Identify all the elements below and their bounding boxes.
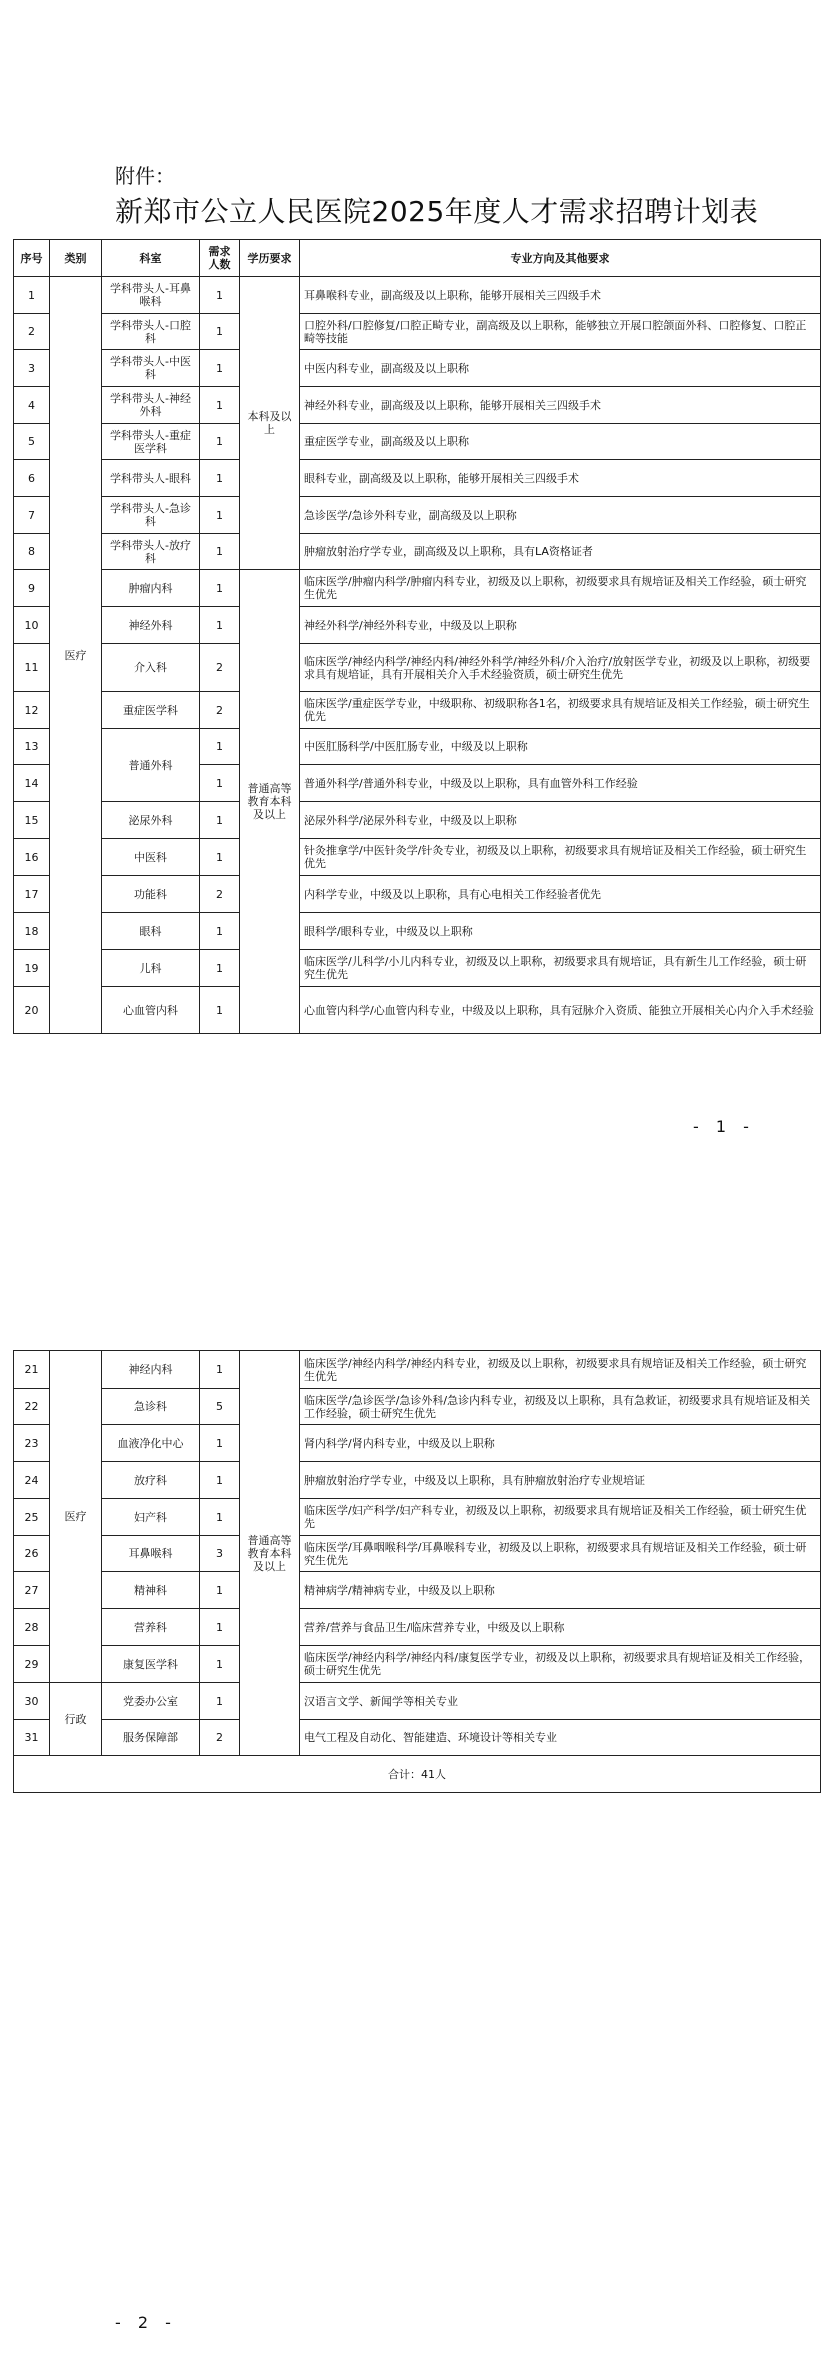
headcount-cell: 1: [200, 387, 240, 424]
requirements-cell: 肾内科学/肾内科专业，中级及以上职称: [300, 1425, 821, 1462]
row-number: 7: [14, 497, 50, 534]
requirements-cell: 肿瘤放射治疗学专业，中级及以上职称，具有肿瘤放射治疗专业规培证: [300, 1462, 821, 1499]
row-number: 24: [14, 1462, 50, 1499]
attachment-label: 附件：: [115, 164, 175, 188]
category-cell: 行政: [50, 1683, 102, 1756]
department-cell: 心血管内科: [102, 987, 200, 1034]
table-row: [14, 497, 821, 534]
headcount-cell: 1: [200, 950, 240, 987]
department-cell: 精神科: [102, 1572, 200, 1609]
row-number: 15: [14, 802, 50, 839]
recruitment-table-page-1: [13, 239, 821, 1034]
row-number: 17: [14, 876, 50, 913]
headcount-cell: 1: [200, 1425, 240, 1462]
requirements-cell: 临床医学/耳鼻咽喉科学/耳鼻喉科专业，初级及以上职称，初级要求具有规培证及相关工作经验，硕士研究生优先: [300, 1536, 821, 1572]
table-row: [14, 1425, 821, 1462]
row-number: 16: [14, 839, 50, 876]
department-cell: 学科带头人-中医科: [102, 350, 200, 387]
row-number: 1: [14, 277, 50, 314]
education-cell: 普通高等教育本科及以上: [240, 570, 300, 1034]
department-cell: 神经外科: [102, 607, 200, 644]
headcount-cell: 3: [200, 1536, 240, 1572]
requirements-cell: 眼科学/眼科专业，中级及以上职称: [300, 913, 821, 950]
requirements-cell: 心血管内科学/心血管内科专业，中级及以上职称，具有冠脉介入资质、能独立开展相关心内介入手术经验: [300, 987, 821, 1034]
row-number: 23: [14, 1425, 50, 1462]
row-number: 22: [14, 1389, 50, 1425]
requirements-cell: 汉语言文学、新闻学等相关专业: [300, 1683, 821, 1720]
headcount-cell: 1: [200, 987, 240, 1034]
requirements-cell: 临床医学/儿科学/小儿内科专业，初级及以上职称，初级要求具有规培证，具有新生儿工作经验，硕士研究生优先: [300, 950, 821, 987]
table-row: [14, 1572, 821, 1609]
header-category: 类别: [50, 240, 102, 277]
table-row: [14, 1609, 821, 1646]
table-row: [14, 987, 821, 1034]
headcount-cell: 2: [200, 876, 240, 913]
page-number-1: - 1 -: [693, 1117, 755, 1136]
table-row: [14, 1462, 821, 1499]
row-number: 25: [14, 1499, 50, 1536]
department-cell: 神经内科: [102, 1351, 200, 1389]
headcount-cell: 1: [200, 1646, 240, 1683]
requirements-cell: 中医内科专业，副高级及以上职称: [300, 350, 821, 387]
requirements-cell: 中医肛肠科学/中医肛肠专业，中级及以上职称: [300, 729, 821, 765]
table-row: [14, 1683, 821, 1720]
row-number: 2: [14, 314, 50, 350]
headcount-cell: 1: [200, 460, 240, 497]
row-number: 30: [14, 1683, 50, 1720]
education-cell: 本科及以上: [240, 277, 300, 570]
headcount-cell: 1: [200, 802, 240, 839]
row-number: 3: [14, 350, 50, 387]
header-department: 科室: [102, 240, 200, 277]
requirements-cell: 临床医学/神经内科学/神经内科/康复医学专业，初级及以上职称，初级要求具有规培证及相关工作经验，硕士研究生优先: [300, 1646, 821, 1683]
table-row: [14, 277, 821, 314]
department-cell: 学科带头人-神经外科: [102, 387, 200, 424]
table-row: [14, 607, 821, 644]
headcount-cell: 1: [200, 1351, 240, 1389]
row-number: 8: [14, 534, 50, 570]
headcount-cell: 1: [200, 570, 240, 607]
table-row: [14, 913, 821, 950]
row-number: 19: [14, 950, 50, 987]
header-requirements: 专业方向及其他要求: [300, 240, 821, 277]
requirements-cell: 神经外科专业，副高级及以上职称，能够开展相关三四级手术: [300, 387, 821, 424]
requirements-cell: 临床医学/神经内科学/神经内科/神经外科学/神经外科/介入治疗/放射医学专业，初级及以上职称，初级要求具有规培证，具有开展相关介入手术经验资质，硕士研究生优先: [300, 644, 821, 692]
headcount-cell: 1: [200, 729, 240, 765]
table-row: [14, 1499, 821, 1536]
requirements-cell: 耳鼻喉科专业，副高级及以上职称，能够开展相关三四级手术: [300, 277, 821, 314]
requirements-cell: 重症医学专业，副高级及以上职称: [300, 424, 821, 460]
department-cell: 学科带头人-放疗科: [102, 534, 200, 570]
headcount-cell: 1: [200, 424, 240, 460]
page-title: 新郑市公立人民医院2025年度人才需求招聘计划表: [115, 195, 759, 228]
page-number-2: - 2 -: [115, 2313, 177, 2332]
row-number: 6: [14, 460, 50, 497]
table-row: [14, 950, 821, 987]
row-number: 29: [14, 1646, 50, 1683]
headcount-cell: 5: [200, 1389, 240, 1425]
table-row: [14, 1720, 821, 1756]
requirements-cell: 临床医学/重症医学专业，中级职称、初级职称各1名，初级要求具有规培证及相关工作经验，硕士研究生优先: [300, 692, 821, 729]
department-cell: 学科带头人-眼科: [102, 460, 200, 497]
requirements-cell: 针灸推拿学/中医针灸学/针灸专业，初级及以上职称，初级要求具有规培证及相关工作经验，硕士研究生优先: [300, 839, 821, 876]
requirements-cell: 急诊医学/急诊外科专业，副高级及以上职称: [300, 497, 821, 534]
department-cell: 急诊科: [102, 1389, 200, 1425]
row-number: 10: [14, 607, 50, 644]
table-row: [14, 570, 821, 607]
header-education: 学历要求: [240, 240, 300, 277]
table-row: [14, 729, 821, 765]
row-number: 14: [14, 765, 50, 802]
table-row: [14, 644, 821, 692]
requirements-cell: 泌尿外科学/泌尿外科专业，中级及以上职称: [300, 802, 821, 839]
table-row: [14, 1389, 821, 1425]
row-number: 9: [14, 570, 50, 607]
department-cell: 营养科: [102, 1609, 200, 1646]
table-header-row: [14, 240, 821, 277]
headcount-cell: 1: [200, 1462, 240, 1499]
requirements-cell: 内科学专业，中级及以上职称，具有心电相关工作经验者优先: [300, 876, 821, 913]
department-cell: 学科带头人-重症医学科: [102, 424, 200, 460]
table-row: [14, 839, 821, 876]
department-cell: 肿瘤内科: [102, 570, 200, 607]
headcount-cell: 1: [200, 497, 240, 534]
department-cell: 泌尿外科: [102, 802, 200, 839]
table-row: [14, 1351, 821, 1389]
table-row: [14, 534, 821, 570]
department-cell: 学科带头人-急诊科: [102, 497, 200, 534]
education-cell: 普通高等教育本科及以上: [240, 1351, 300, 1756]
department-cell: 儿科: [102, 950, 200, 987]
table-row: [14, 460, 821, 497]
table-row: [14, 387, 821, 424]
headcount-cell: 1: [200, 1683, 240, 1720]
department-cell: 血液净化中心: [102, 1425, 200, 1462]
headcount-cell: 1: [200, 607, 240, 644]
row-number: 5: [14, 424, 50, 460]
requirements-cell: 营养/营养与食品卫生/临床营养专业，中级及以上职称: [300, 1609, 821, 1646]
table-row: [14, 876, 821, 913]
total-cell: 合计：41人: [14, 1756, 821, 1793]
department-cell: 眼科: [102, 913, 200, 950]
row-number: 21: [14, 1351, 50, 1389]
department-cell: 妇产科: [102, 1499, 200, 1536]
requirements-cell: 神经外科学/神经外科专业，中级及以上职称: [300, 607, 821, 644]
row-number: 26: [14, 1536, 50, 1572]
requirements-cell: 口腔外科/口腔修复/口腔正畸专业，副高级及以上职称，能够独立开展口腔颌面外科、口腔修复、口腔正畸等技能: [300, 314, 821, 350]
headcount-cell: 2: [200, 1720, 240, 1756]
department-cell: 普通外科: [102, 729, 200, 802]
total-row: [14, 1756, 821, 1793]
table-row: [14, 314, 821, 350]
department-cell: 学科带头人-口腔科: [102, 314, 200, 350]
requirements-cell: 精神病学/精神病专业，中级及以上职称: [300, 1572, 821, 1609]
department-cell: 服务保障部: [102, 1720, 200, 1756]
headcount-cell: 2: [200, 644, 240, 692]
headcount-cell: 1: [200, 839, 240, 876]
requirements-cell: 临床医学/急诊医学/急诊外科/急诊内科专业，初级及以上职称，具有急救证，初级要求具有规培证及相关工作经验，硕士研究生优先: [300, 1389, 821, 1425]
headcount-cell: 1: [200, 1609, 240, 1646]
row-number: 27: [14, 1572, 50, 1609]
headcount-cell: 1: [200, 534, 240, 570]
row-number: 12: [14, 692, 50, 729]
row-number: 28: [14, 1609, 50, 1646]
table-row: [14, 802, 821, 839]
headcount-cell: 1: [200, 1499, 240, 1536]
requirements-cell: 临床医学/神经内科学/神经内科专业，初级及以上职称，初级要求具有规培证及相关工作经验，硕士研究生优先: [300, 1351, 821, 1389]
row-number: 4: [14, 387, 50, 424]
requirements-cell: 肿瘤放射治疗学专业，副高级及以上职称，具有LA资格证者: [300, 534, 821, 570]
headcount-cell: 2: [200, 692, 240, 729]
category-cell: 医疗: [50, 277, 102, 1034]
row-number: 31: [14, 1720, 50, 1756]
requirements-cell: 普通外科学/普通外科专业，中级及以上职称，具有血管外科工作经验: [300, 765, 821, 802]
headcount-cell: 1: [200, 314, 240, 350]
table-row: [14, 350, 821, 387]
row-number: 20: [14, 987, 50, 1034]
category-cell: 医疗: [50, 1351, 102, 1683]
requirements-cell: 临床医学/肿瘤内科学/肿瘤内科专业，初级及以上职称，初级要求具有规培证及相关工作经验，硕士研究生优先: [300, 570, 821, 607]
row-number: 13: [14, 729, 50, 765]
table-row: [14, 1646, 821, 1683]
department-cell: 学科带头人-耳鼻喉科: [102, 277, 200, 314]
department-cell: 康复医学科: [102, 1646, 200, 1683]
requirements-cell: 临床医学/妇产科学/妇产科专业，初级及以上职称，初级要求具有规培证及相关工作经验，硕士研究生优先: [300, 1499, 821, 1536]
headcount-cell: 1: [200, 1572, 240, 1609]
department-cell: 重症医学科: [102, 692, 200, 729]
headcount-cell: 1: [200, 350, 240, 387]
department-cell: 介入科: [102, 644, 200, 692]
department-cell: 耳鼻喉科: [102, 1536, 200, 1572]
department-cell: 党委办公室: [102, 1683, 200, 1720]
requirements-cell: 电气工程及自动化、智能建造、环境设计等相关专业: [300, 1720, 821, 1756]
table-row: [14, 424, 821, 460]
headcount-cell: 1: [200, 277, 240, 314]
header-count: 需求人数: [200, 240, 240, 277]
table-row: [14, 692, 821, 729]
department-cell: 功能科: [102, 876, 200, 913]
headcount-cell: 1: [200, 913, 240, 950]
headcount-cell: 1: [200, 765, 240, 802]
header-no: 序号: [14, 240, 50, 277]
department-cell: 中医科: [102, 839, 200, 876]
requirements-cell: 眼科专业，副高级及以上职称，能够开展相关三四级手术: [300, 460, 821, 497]
table-row: [14, 1536, 821, 1572]
row-number: 18: [14, 913, 50, 950]
department-cell: 放疗科: [102, 1462, 200, 1499]
row-number: 11: [14, 644, 50, 692]
recruitment-table-page-2: [13, 1350, 821, 1793]
